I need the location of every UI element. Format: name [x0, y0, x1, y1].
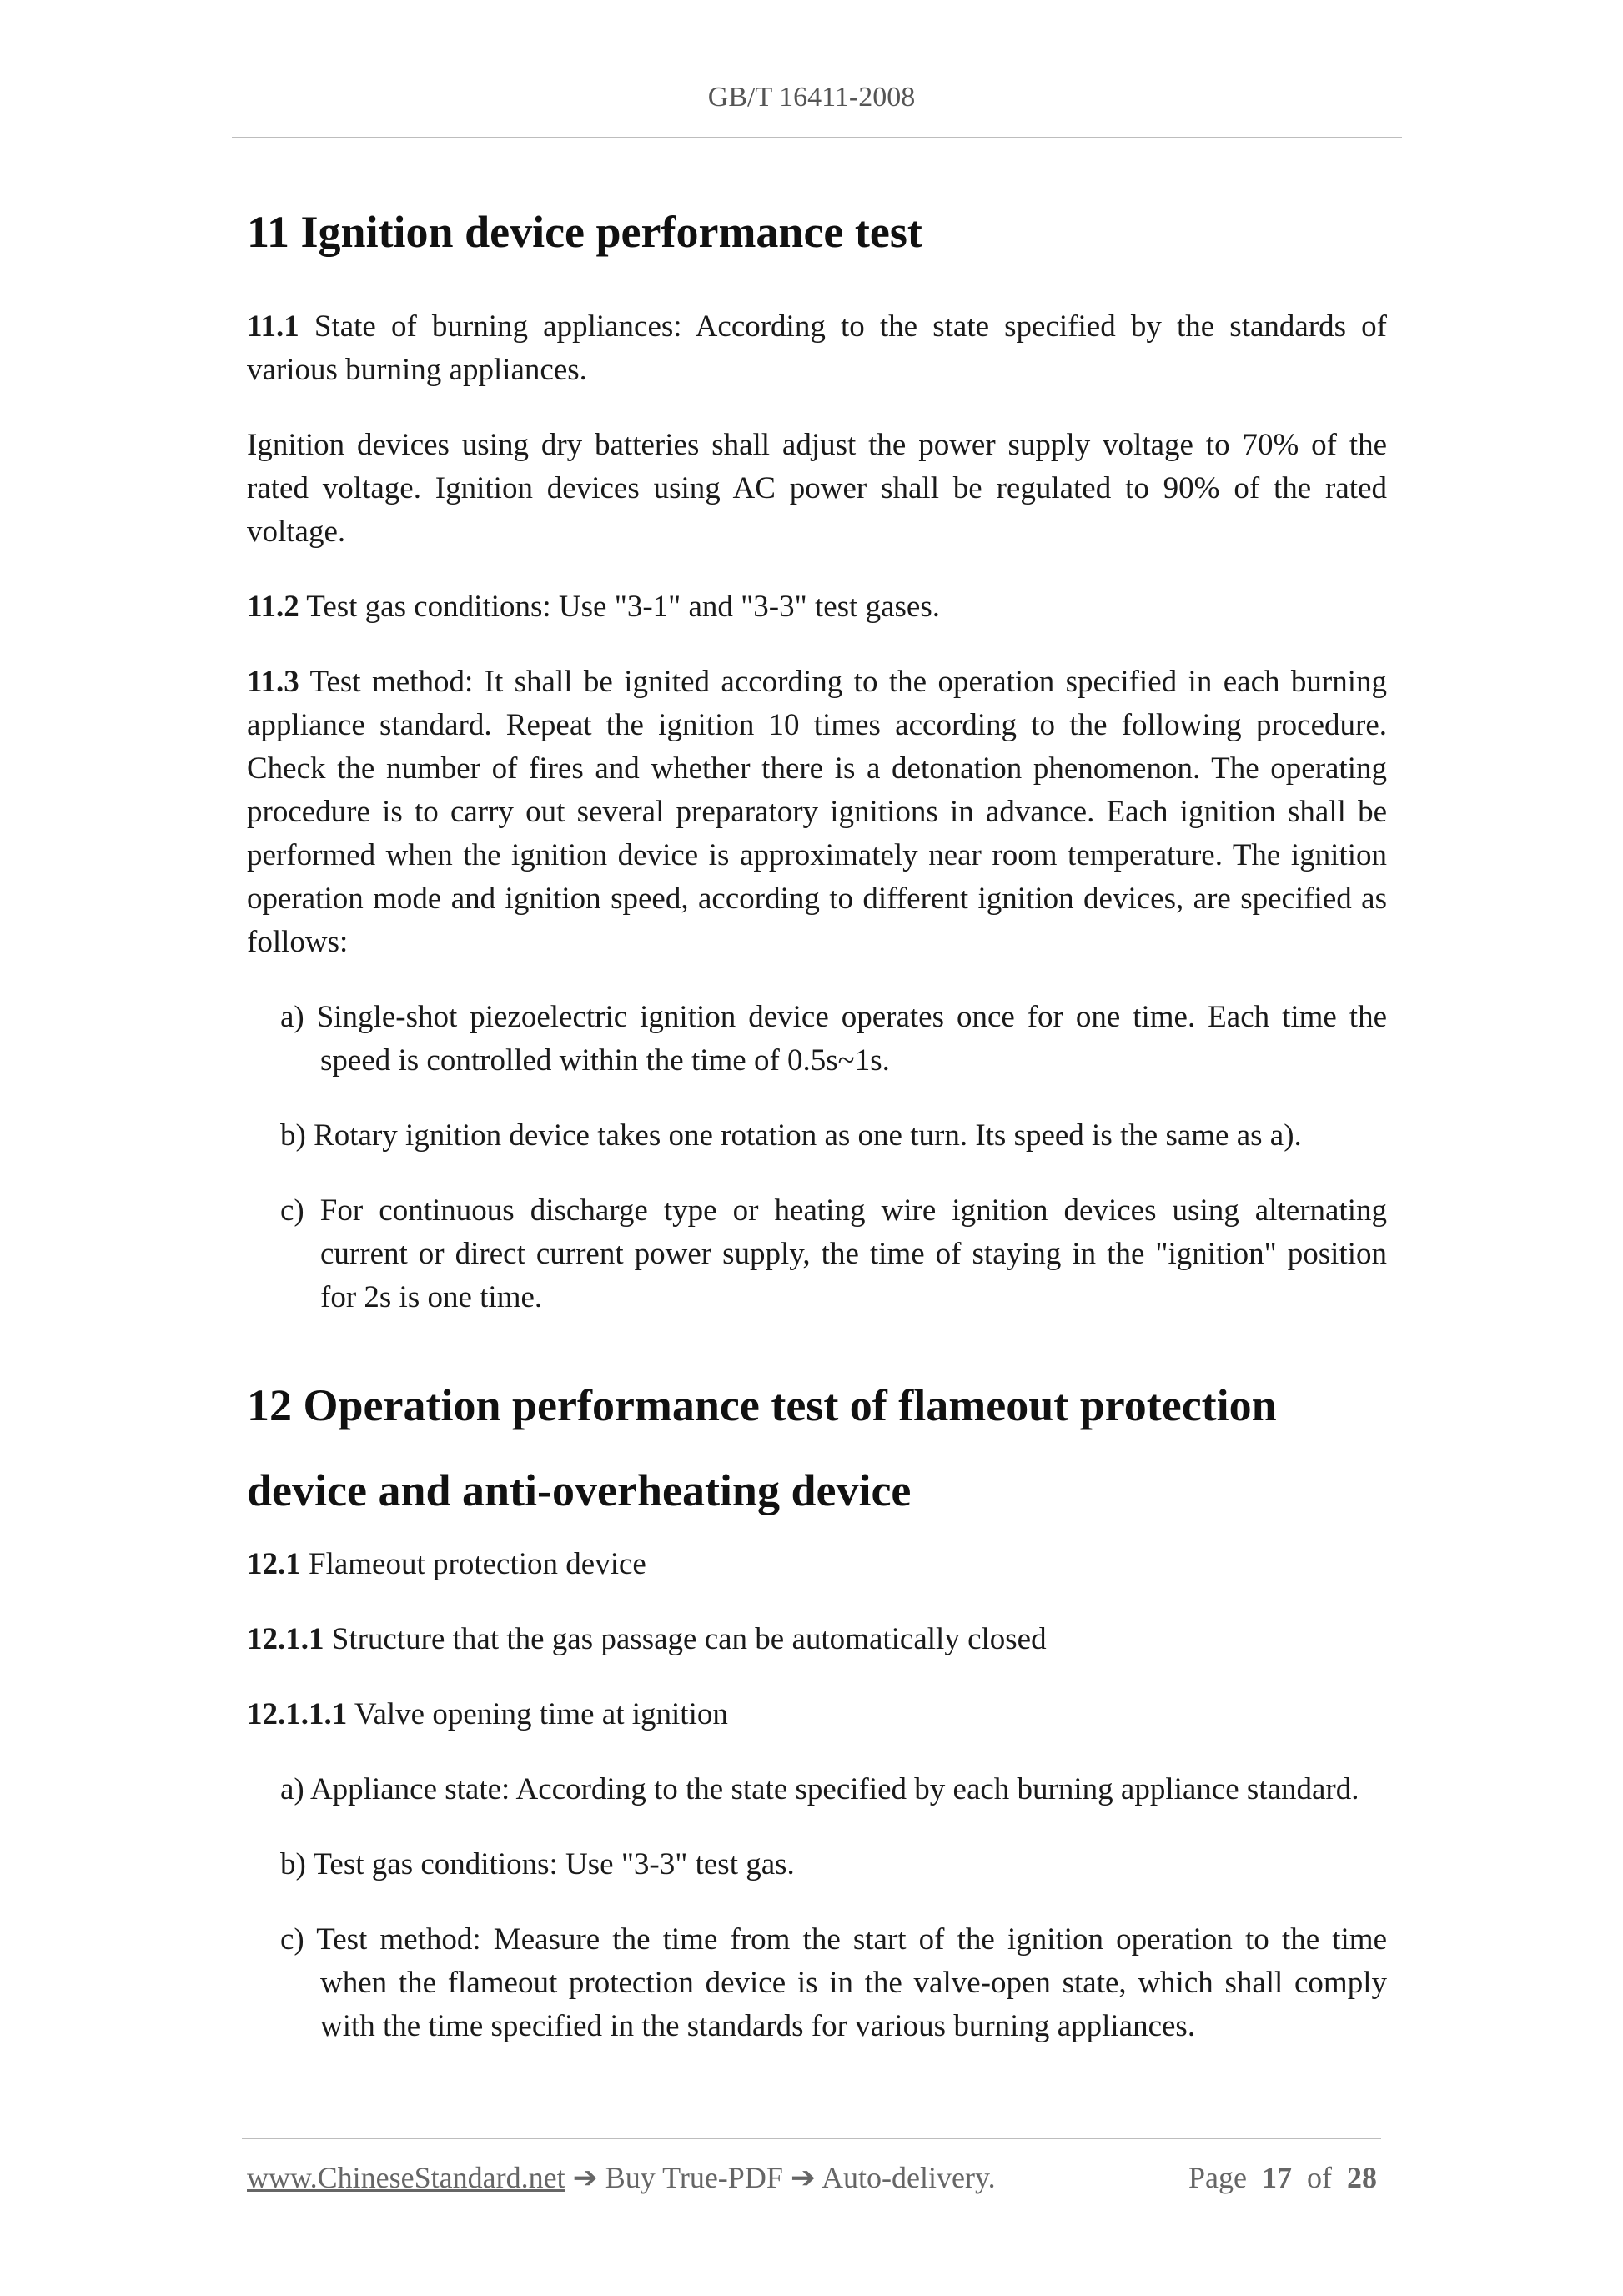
clause-text: Structure that the gas passage can be automatically closed [324, 1622, 1047, 1656]
clause-12-1-1-1 [247, 1693, 1387, 1736]
footer-promo-text: ➔ Buy True-PDF ➔ Auto-delivery. [565, 2161, 996, 2194]
page-total: 28 [1347, 2161, 1377, 2194]
section-11-heading: 11 Ignition device performance test [247, 207, 922, 257]
clause-12-1-1 [247, 1618, 1387, 1661]
clause-11-1 [247, 305, 1387, 392]
list-item-11-c: c) For continuous discharge type or heating wire ignition devices using alternating current or direct current power supply, the time of staying in the "ignition" position for 2s is one time. [280, 1193, 1387, 1314]
clause-text: Flameout protection device [300, 1547, 646, 1581]
clause-12-1 [247, 1543, 1387, 1586]
clause-text: Test method: It shall be ignited according to the operation specified in each burning appliance standard. Repeat the ignition 10 times according to the following procedure. Check the number of fires and whether there is a detonation phenomenon. The operating procedure is to carry out several preparatory ignitions in advance. Each ignition shall be performed when the ignition device is approximately near room temperature. The ignition operation mode and ignition speed, according to different ignition devices, are specified as follows: [247, 665, 1387, 959]
footer-divider [242, 2138, 1381, 2139]
page-label: Page [1188, 2161, 1247, 2194]
footer-promo [247, 2160, 996, 2195]
list-item-11-a: a) Single-shot piezoelectric ignition device operates once for one time. Each time the speed is controlled within the time of 0.5s~1s. [280, 1000, 1387, 1078]
clause-11-1-note: Ignition devices using dry batteries shall adjust the power supply voltage to 70% of the rated voltage. Ignition devices using AC power shall be regulated to 90% of the rated voltage. [247, 428, 1387, 549]
website-link[interactable]: www.ChineseStandard.net [247, 2161, 565, 2194]
page-header-title: GB/T 16411-2008 [707, 82, 916, 113]
clause-text: Valve opening time at ignition [347, 1697, 728, 1731]
list-item-12-b: b) Test gas conditions: Use "3-3" test gas. [280, 1847, 795, 1882]
list-item-12-c: c) Test method: Measure the time from the start of the ignition operation to the time when the flameout protection device is in the valve-open state, which shall comply with the time specified in the standards for various burning appliances. [280, 1922, 1387, 2043]
clause-number: 12.1 [247, 1547, 301, 1581]
clause-number: 11.1 [247, 309, 299, 344]
header-divider [232, 137, 1402, 138]
clause-11-2 [247, 585, 1387, 629]
page-number [1188, 2160, 1377, 2195]
list-item-12-a: a) Appliance state: According to the state specified by each burning appliance standard. [280, 1772, 1359, 1806]
clause-number: 11.2 [247, 590, 299, 624]
document-body [247, 182, 1387, 2080]
clause-11-3 [247, 661, 1387, 964]
clause-number: 12.1.1.1 [247, 1697, 348, 1731]
clause-number: 12.1.1 [247, 1622, 324, 1656]
clause-number: 11.3 [247, 665, 299, 699]
of-label: of [1307, 2161, 1332, 2194]
section-12-heading: 12 Operation performance test of flameout protection device and anti-overheating device [247, 1380, 1277, 1515]
clause-text: State of burning appliances: According to the state specified by the standards of various burning appliances. [247, 309, 1387, 387]
page-current: 17 [1262, 2161, 1292, 2194]
list-item-11-b: b) Rotary ignition device takes one rotation as one turn. Its speed is the same as a). [280, 1118, 1302, 1153]
clause-text: Test gas conditions: Use "3-1" and "3-3" test gases. [299, 590, 940, 624]
